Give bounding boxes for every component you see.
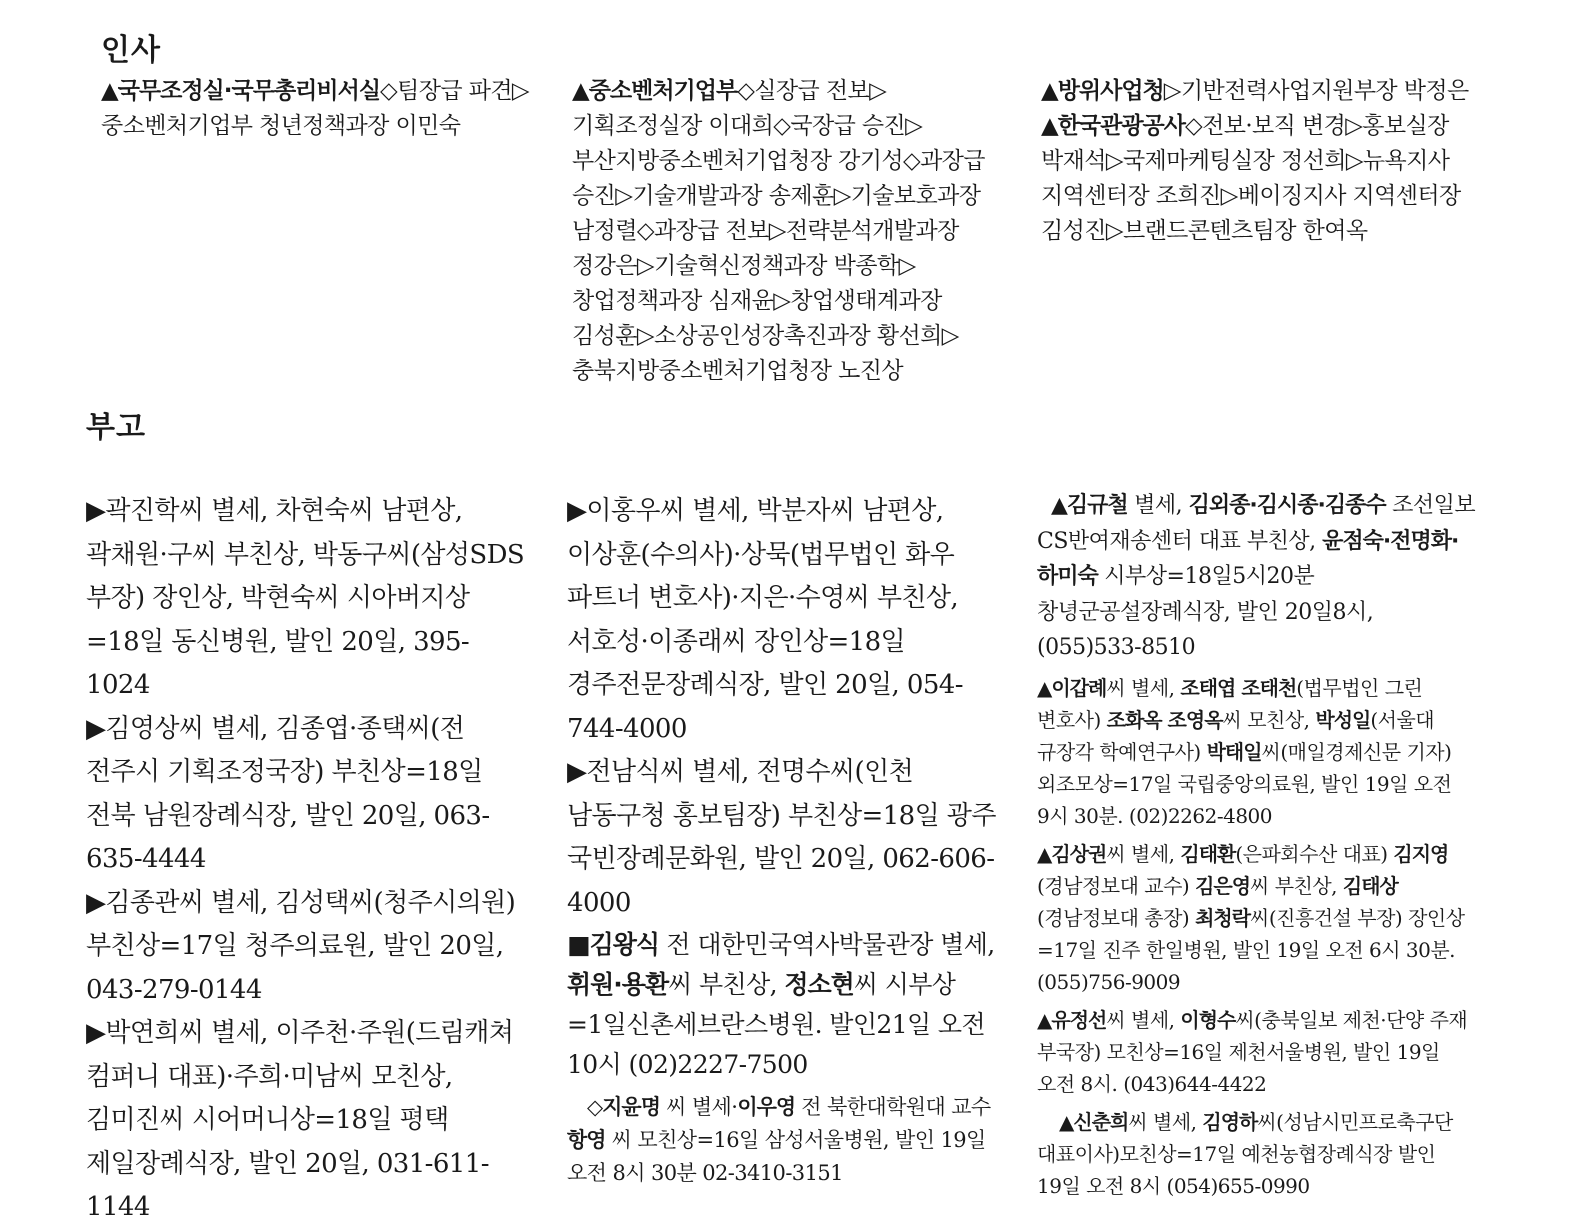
obituary-entry: ▶이홍우씨 별세, 박분자씨 남편상, 이상훈(수의사)·상묵(법무법인 화우 파트너 변호사)·지은·수영씨 부친상, 서호성·이종래씨 장인상=18일 경주전문장례식장, 발인 20일, 054-744-4000 xyxy=(567,496,963,744)
obituary-entry xyxy=(567,1091,1009,1190)
entry-text: (법무법인 그린 변호사) xyxy=(1037,675,1423,732)
person-name: ■김왕식 xyxy=(567,930,660,959)
entry-text: 씨(충북일보 제천·단양 주재 부국장) 모친상=16일 제천서울병원, 발인 19일 오전 8시. (043)644-4422 xyxy=(1037,1007,1468,1096)
insa-entry xyxy=(572,74,1012,389)
entry-text: 씨(성남시민프로축구단 대표이사)모친상=17일 예천농협장례식장 발인 19일 오전 8시 (054)655-0990 xyxy=(1037,1109,1453,1198)
person-name: 김영하 xyxy=(1202,1109,1258,1134)
person-name: 이형수 xyxy=(1180,1007,1236,1032)
obituary-entry: ▶김종관씨 별세, 김성택씨(청주시의원) 부친상=17일 청주의료원, 발인 20일, 043-279-0144 xyxy=(86,887,516,1005)
person-name: 김태상 xyxy=(1342,873,1398,898)
person-name: ▲김상권 xyxy=(1037,841,1107,866)
person-name: 김은영 xyxy=(1195,873,1251,898)
organization-name: ▲국무조정실·국무총리비서실 xyxy=(101,78,381,104)
insa-entry xyxy=(101,74,539,144)
section-heading-insa: 인사 xyxy=(101,33,161,68)
person-name: 최청락 xyxy=(1195,905,1251,930)
entry-text: ◇전보·보직 변경▷홍보실장 박재석▷국제마케팅실장 정선희▷뉴욕지사 지역센터장 조희진▷베이징지사 지역센터장 김성진▷브랜드콘텐츠팀장 한여옥 xyxy=(1041,113,1461,244)
entry-text: ▷기반전력사업지원부장 박정은 xyxy=(1163,78,1469,104)
organization-name: ▲중소벤처기업부 xyxy=(572,78,738,104)
entry-text: ◇팀장급 파견▷중소벤처기업부 청년정책과장 이민숙 xyxy=(101,78,530,139)
obituary-entry: ▶박연희씨 별세, 이주천·주원(드림캐쳐 컴퍼니 대표)·주희·미남씨 모친상, 김미진씨 시어머니상=18일 평택 제일장례식장, 발인 20일, 031-611-1144 xyxy=(86,1018,514,1222)
person-name: ▲유정선 xyxy=(1037,1007,1107,1032)
person-name: 이우영 xyxy=(737,1095,796,1119)
entry-text: 씨 모친상, xyxy=(1222,707,1316,732)
person-name: 박성일 xyxy=(1315,707,1371,732)
person-name: ▲김규철 xyxy=(1051,493,1128,518)
insa-column-2 xyxy=(572,74,1012,389)
insa-column-1 xyxy=(101,74,539,144)
entry-text: 씨 부친상, xyxy=(1250,873,1343,898)
person-name: ▲이갑례 xyxy=(1037,675,1107,700)
obituary-entry xyxy=(1037,1106,1482,1202)
person-name: 윤점숙·전명화·하미숙 xyxy=(1037,528,1459,589)
entry-text: 씨(매일경제신문 기자) 외조모상=17일 국립중앙의료원, 발인 19일 오전 9시 30분. (02)2262-4800 xyxy=(1037,739,1452,828)
entry-text: 조선일보 CS반여재송센터 대표 부친상, xyxy=(1037,493,1476,554)
entry-text: 시부상=18일5시20분 창녕군공설장례식장, 발인 20일8시, (055)533-8510 xyxy=(1037,564,1374,660)
entry-text: 전 북한대학원대 교수 xyxy=(795,1095,991,1119)
insa-entry xyxy=(1041,74,1486,109)
person-name: 정소현 xyxy=(784,970,854,999)
obituary-entry xyxy=(567,925,1009,1085)
person-name: 박태일 xyxy=(1206,739,1262,764)
entry-text: 씨 별세, xyxy=(1106,841,1181,866)
obituary-entry xyxy=(1037,488,1482,666)
person-name: 항영 xyxy=(567,1128,606,1152)
entry-text: (은파회수산 대표) xyxy=(1235,841,1394,866)
obituary-entry xyxy=(1037,838,1482,998)
entry-text: 별세, xyxy=(1127,493,1189,518)
entry-text: (서울대 규장각 학예연구사) xyxy=(1037,707,1435,764)
entry-text: ◇실장급 전보▷기획조정실장 이대희◇국장급 승진▷부산지방중소벤처기업청장 강기성◇과장급 승진▷기술개발과장 송제훈▷기술보호과장 남정렬◇과장급 전보▷전략분석개발과장 정강은▷기술혁신정책과장 박종학▷창업정책과장 심재윤▷창업생태계과장 김성훈▷소상공인성장촉진과장 황선희▷충북지방중소벤처기업청장 노진상 xyxy=(572,78,985,384)
entry-text: 전 대한민국역사박물관장 별세, xyxy=(659,930,995,959)
organization-name: ▲방위사업청 xyxy=(1041,78,1164,104)
obituary-entry xyxy=(1037,1004,1482,1100)
obituary-entry: ▶곽진학씨 별세, 차현숙씨 남편상, 곽채원·구씨 부친상, 박동구씨(삼성SDS 부장) 장인상, 박현숙씨 시아버지상=18일 동신병원, 발인 20일, 395-1024 xyxy=(86,496,525,700)
entry-text: (경남정보대 교수) xyxy=(1037,873,1196,898)
bugo-column-2 xyxy=(567,490,1009,1190)
person-name: ◇지윤명 xyxy=(587,1095,661,1119)
insa-column-3 xyxy=(1041,74,1486,249)
bugo-column-3 xyxy=(1037,488,1482,1202)
entry-text: 씨(진흥건설 부장) 장인상=17일 진주 한일병원, 발인 19일 오전 6시 30분. (055)756-9009 xyxy=(1037,905,1465,994)
bugo-column-1 xyxy=(86,490,531,1230)
entry-text: 씨 별세, xyxy=(1106,1007,1181,1032)
insa-entry xyxy=(1041,109,1486,249)
entry-text: 씨 시부상=1일신촌세브란스병원. 발인21일 오전 10시 (02)2227-7500 xyxy=(567,970,986,1079)
obituary-entry: ▶전남식씨 별세, 전명수씨(인천 남동구청 홍보팀장) 부친상=18일 광주 국빈장례문화원, 발인 20일, 062-606-4000 xyxy=(567,757,996,918)
organization-name: ▲한국관광공사 xyxy=(1041,113,1185,139)
entry-text: 씨 별세, xyxy=(1128,1109,1203,1134)
entry-text: 씨 별세, xyxy=(1106,675,1181,700)
person-name: 김태환 xyxy=(1180,841,1236,866)
person-name: 조화옥 조영옥 xyxy=(1106,707,1223,732)
person-name: ▲신춘희 xyxy=(1059,1109,1129,1134)
section-heading-bugo: 부고 xyxy=(86,410,146,445)
entry-text: 씨 부친상, xyxy=(668,970,785,999)
entry-text: 씨 별세· xyxy=(660,1095,738,1119)
person-name: 김지영 xyxy=(1393,841,1449,866)
person-name: 조태엽 조태천 xyxy=(1180,675,1297,700)
person-name: 김외종·김시종·김종수 xyxy=(1188,493,1386,518)
person-name: 휘원·용환 xyxy=(567,970,669,999)
obituary-entry xyxy=(1037,672,1482,832)
entry-text: 씨 모친상=16일 삼성서울병원, 발인 19일 오전 8시 30분 02-3410-3151 xyxy=(567,1128,986,1185)
obituary-entry: ▶김영상씨 별세, 김종엽·종택씨(전 전주시 기획조정국장) 부친상=18일 전북 남원장례식장, 발인 20일, 063-635-4444 xyxy=(86,713,490,874)
entry-text: (경남정보대 총장) xyxy=(1037,905,1196,930)
